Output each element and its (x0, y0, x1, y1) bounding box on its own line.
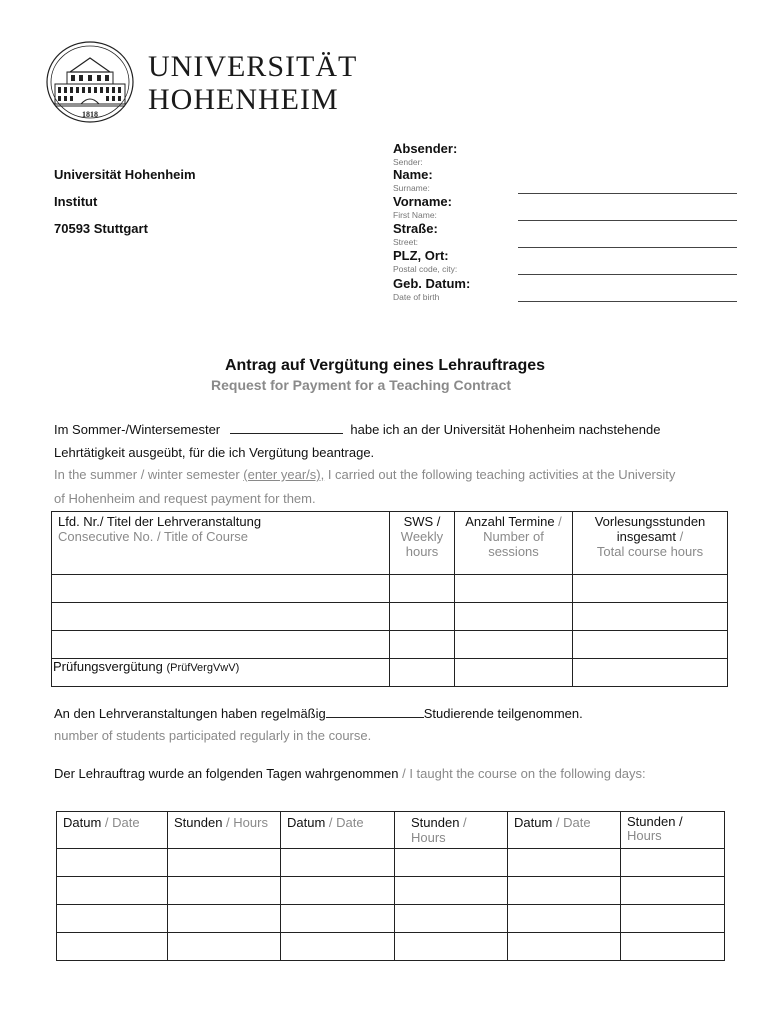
sessions-header-sep: / (554, 514, 562, 529)
date-cell[interactable] (281, 849, 395, 877)
table-row (57, 933, 725, 961)
total-hours-cell[interactable] (573, 575, 728, 603)
seal-year: 1818 (82, 110, 98, 119)
postal-city-field[interactable] (518, 274, 737, 275)
surname-field[interactable] (518, 193, 737, 194)
table-row (57, 849, 725, 877)
sessions-cell[interactable] (455, 659, 573, 687)
course-title-cell[interactable] (52, 603, 390, 631)
firstname-sublabel: First Name: (393, 210, 437, 220)
date-cell[interactable] (57, 849, 168, 877)
total-hours-cell[interactable] (573, 659, 728, 687)
days-table (56, 811, 725, 961)
birthdate-label: Geb. Datum: (393, 276, 471, 291)
total-hours-header-de-1: Vorlesungsstunden (594, 514, 706, 529)
sessions-header-de: Anzahl Termine (465, 514, 555, 529)
surname-label: Name: (393, 167, 433, 182)
sender-heading: Absender: (393, 141, 458, 156)
course-title-cell[interactable] (52, 631, 390, 659)
sender-heading-en: Sender: (393, 157, 423, 167)
date-header (508, 812, 621, 849)
date-header-de: Datum (287, 815, 326, 830)
table-row (57, 877, 725, 905)
course-title-header-en: Consecutive No. / Title of Course (58, 529, 249, 544)
total-hours-header (573, 512, 728, 575)
university-seal-logo (45, 40, 135, 124)
sws-header-en-2: hours (405, 544, 439, 559)
university-wordmark-line1: UNIVERSITÄT (148, 50, 358, 83)
form-title: Antrag auf Vergütung eines Lehrauftrages (224, 357, 546, 374)
sessions-cell[interactable] (455, 631, 573, 659)
sessions-cell[interactable] (455, 603, 573, 631)
course-title-cell[interactable] (52, 575, 390, 603)
days-intro (54, 766, 646, 781)
sessions-cell[interactable] (455, 575, 573, 603)
table-row (52, 575, 728, 603)
surname-sublabel: Surname: (393, 183, 430, 193)
recipient-name: Universität Hohenheim (54, 167, 196, 182)
days-table-header (57, 812, 725, 849)
total-hours-header-de-2: insgesamt (616, 529, 676, 544)
table-row (52, 631, 728, 659)
date-cell[interactable] (281, 905, 395, 933)
hours-cell[interactable] (621, 905, 725, 933)
exam-fee-sub: (PrüfVergVwV) (166, 662, 240, 674)
intro-de-prefix: Im Sommer-/Wintersemester (54, 422, 221, 437)
course-title-header (52, 512, 390, 575)
date-cell[interactable] (57, 933, 168, 961)
hours-cell[interactable] (168, 933, 281, 961)
birthdate-field[interactable] (518, 301, 737, 302)
hours-header-de: Stunden / (627, 814, 683, 829)
date-cell[interactable] (508, 877, 621, 905)
total-hours-header-sep: / (676, 529, 684, 544)
table-row (57, 905, 725, 933)
intro-en-suffix: I carried out the following teaching activities at the University (324, 467, 676, 482)
sws-cell[interactable] (390, 603, 455, 631)
date-cell[interactable] (281, 933, 395, 961)
date-header-en: / Date (101, 815, 140, 830)
table-row (52, 603, 728, 631)
postal-city-sublabel: Postal code, city: (393, 264, 458, 274)
total-hours-cell[interactable] (573, 603, 728, 631)
hours-cell[interactable] (168, 877, 281, 905)
enter-years-hint: (enter year/s), (243, 467, 325, 482)
street-label: Straße: (393, 221, 438, 236)
course-title-header-de: Lfd. Nr./ Titel der Lehrveranstaltung (58, 514, 262, 529)
hours-header-de: Stunden (174, 815, 223, 830)
semester-input[interactable] (230, 421, 343, 434)
sessions-header-en-2: sessions (488, 544, 539, 559)
date-header-de: Datum (63, 815, 102, 830)
days-intro-en: / I taught the course on the following days: (398, 766, 646, 781)
total-hours-cell[interactable] (573, 631, 728, 659)
hours-header (395, 812, 508, 849)
intro-line-de-2: Lehrtätigkeit ausgeübt, für die ich Vergütung beantrage. (54, 445, 375, 460)
students-line-en: number of students participated regularly in the course. (54, 728, 372, 743)
hours-cell[interactable] (395, 933, 508, 961)
students-de-prefix: An den Lehrveranstaltungen haben regelmäßig (54, 706, 326, 721)
sws-cell[interactable] (390, 631, 455, 659)
recipient-institute: Institut (54, 194, 98, 209)
sessions-header (455, 512, 573, 575)
sws-header (390, 512, 455, 575)
date-cell[interactable] (57, 905, 168, 933)
hours-header-en: / Hours (411, 815, 467, 845)
hours-cell[interactable] (168, 905, 281, 933)
date-cell[interactable] (508, 849, 621, 877)
firstname-field[interactable] (518, 220, 737, 221)
date-header-de: Datum (514, 815, 553, 830)
university-wordmark-line2: HOHENHEIM (148, 83, 339, 116)
sws-header-en-1: Weekly (400, 529, 444, 544)
intro-line-en-2: of Hohenheim and request payment for them. (54, 491, 316, 506)
hours-cell[interactable] (395, 877, 508, 905)
street-sublabel: Street: (393, 237, 419, 247)
hours-cell[interactable] (621, 877, 725, 905)
hours-cell[interactable] (621, 933, 725, 961)
exam-fee-cell[interactable] (52, 659, 390, 687)
firstname-label: Vorname: (393, 194, 452, 209)
sws-cell[interactable] (390, 659, 455, 687)
intro-de-suffix: habe ich an der Universität Hohenheim nachstehende (350, 422, 661, 437)
date-header (57, 812, 168, 849)
hours-header-de: Stunden (411, 815, 460, 830)
date-header-en: / Date (552, 815, 591, 830)
students-line-de (54, 705, 583, 721)
total-hours-header-en: Total course hours (596, 544, 704, 559)
intro-line-en-1 (54, 467, 675, 482)
hours-header-en: Hours (627, 828, 662, 840)
course-table (51, 511, 728, 687)
course-table-header (52, 512, 728, 575)
date-header-en: / Date (325, 815, 364, 830)
form-subtitle: Request for Payment for a Teaching Contract (211, 377, 512, 393)
date-cell[interactable] (508, 933, 621, 961)
hours-cell[interactable] (395, 905, 508, 933)
date-cell[interactable] (281, 877, 395, 905)
recipient-city: 70593 Stuttgart (54, 221, 148, 236)
date-header (281, 812, 395, 849)
university-wordmark (148, 50, 357, 116)
hours-cell[interactable] (621, 849, 725, 877)
sessions-header-en-1: Number of (483, 529, 544, 544)
birthdate-sublabel: Date of birth (393, 292, 440, 302)
days-intro-de: Der Lehrauftrag wurde an folgenden Tagen wahrgenommen (54, 766, 399, 781)
date-cell[interactable] (57, 877, 168, 905)
hours-header (168, 812, 281, 849)
hours-header (621, 812, 725, 849)
intro-en-prefix: In the summer / winter semester (54, 467, 244, 482)
intro-line-de-1 (54, 421, 660, 437)
postal-city-label: PLZ, Ort: (393, 248, 449, 263)
hours-header-en: / Hours (222, 815, 268, 830)
date-cell[interactable] (508, 905, 621, 933)
street-field[interactable] (518, 247, 737, 248)
hours-cell[interactable] (395, 849, 508, 877)
exam-fee-row (52, 659, 728, 687)
sws-header-de: SWS / (403, 514, 441, 529)
hours-cell[interactable] (168, 849, 281, 877)
sws-cell[interactable] (390, 575, 455, 603)
exam-fee-label: Prüfungsvergütung (53, 659, 163, 674)
students-count-input[interactable] (326, 705, 424, 718)
students-de-suffix: Studierende teilgenommen. (423, 706, 583, 721)
